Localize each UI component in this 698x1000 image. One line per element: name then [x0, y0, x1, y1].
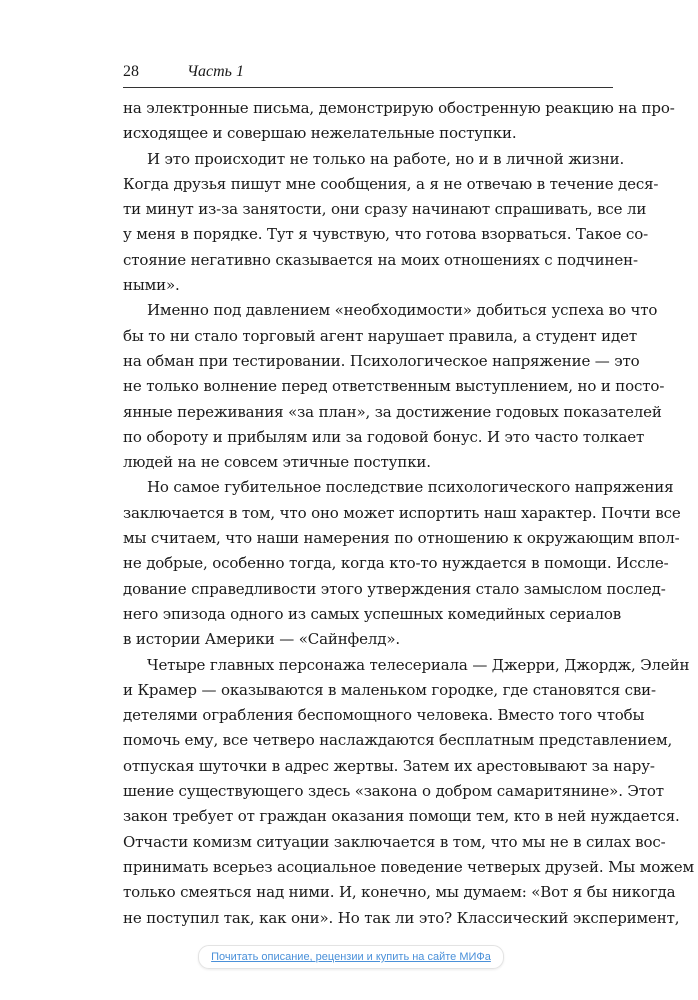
paragraph — [123, 298, 665, 475]
text-line: И это происходит не только на работе, но и в личной жизни. — [147, 149, 625, 168]
text-line: у меня в порядке. Тут я чувствую, что готова взорваться. Такое со- — [123, 225, 649, 244]
text-line: Отчасти комизм ситуации заключается в том, что мы не в силах вос- — [123, 832, 666, 851]
text-line: Когда друзья пишут мне сообщения, а я не отвечаю в течение деся- — [123, 174, 659, 193]
text-line: исходящее и совершаю нежелательные поступки. — [123, 124, 517, 143]
text-line: Именно под давлением «необходимости» добиться успеха во что — [147, 301, 658, 320]
text-line: отпуская шуточки в адрес жертвы. Затем их арестовывают за нару- — [123, 756, 655, 775]
section-title: Часть 1 — [187, 63, 244, 80]
text-line: помочь ему, все четверо наслаждаются бесплатным представлением, — [123, 731, 673, 750]
text-line: стояние негативно сказывается на моих отношениях с подчинен- — [123, 250, 638, 269]
buy-book-link[interactable]: Почитать описание, рецензии и купить на сайте МИФа — [211, 951, 491, 963]
text-line: и Крамер — оказываются в маленьком городке, где становятся сви- — [123, 680, 656, 699]
paragraph — [123, 147, 659, 299]
text-line: шение существующего здесь «закона о добром самаритянине». Этот — [123, 782, 664, 801]
page-number: 28 — [123, 63, 139, 80]
text-line: только смеяться над ними. И, конечно, мы думаем: «Вот я бы никогда — [123, 883, 676, 902]
page-body — [123, 96, 694, 931]
text-line: дование справедливости этого утверждения стало замыслом послед- — [123, 579, 666, 598]
text-line: не добрые, особенно тогда, когда кто-то нуждается в помощи. Иссле- — [123, 554, 669, 573]
text-line: на обман при тестировании. Психологическое напряжение — это — [123, 351, 640, 370]
text-line: него эпизода одного из самых успешных комедийных сериалов — [123, 604, 621, 623]
paragraph — [123, 96, 675, 147]
text-line: Четыре главных персонажа телесериала — Джерри, Джордж, Элейн — [147, 655, 690, 674]
text-line: не только волнение перед ответственным выступлением, но и посто- — [123, 377, 665, 396]
text-line: людей на не совсем этичные поступки. — [123, 453, 431, 472]
paragraph — [123, 653, 694, 931]
text-line: мы считаем, что наши намерения по отношению к окружающим впол- — [123, 529, 680, 548]
running-header — [123, 63, 613, 88]
text-line: Но самое губительное последствие психологического напряжения — [147, 478, 674, 497]
footer-link-container — [198, 945, 504, 969]
paragraph — [123, 475, 681, 652]
text-line: не поступил так, как они». Но так ли это? Классический эксперимент, — [123, 908, 680, 927]
text-line: принимать всерьез асоциальное поведение четверых друзей. Мы можем — [123, 857, 694, 876]
text-line: ти минут из-за занятости, они сразу начинают спрашивать, все ли — [123, 200, 647, 219]
text-line: янные переживания «за план», за достижение годовых показателей — [123, 402, 662, 421]
text-line: ными». — [123, 276, 180, 295]
text-line: детелями ограбления беспомощного человека. Вместо того чтобы — [123, 706, 645, 725]
text-line: в истории Америки — «Сайнфелд». — [123, 630, 400, 649]
text-line: на электронные письма, демонстрирую обостренную реакцию на про- — [123, 99, 675, 117]
text-line: бы то ни стало торговый агент нарушает правила, а студент идет — [123, 326, 637, 345]
text-line: заключается в том, что оно может испортить наш характер. Почти все — [123, 503, 681, 522]
text-line: по обороту и прибылям или за годовой бонус. И это часто толкает — [123, 427, 645, 446]
text-line: закон требует от граждан оказания помощи тем, кто в ней нуждается. — [123, 807, 680, 826]
